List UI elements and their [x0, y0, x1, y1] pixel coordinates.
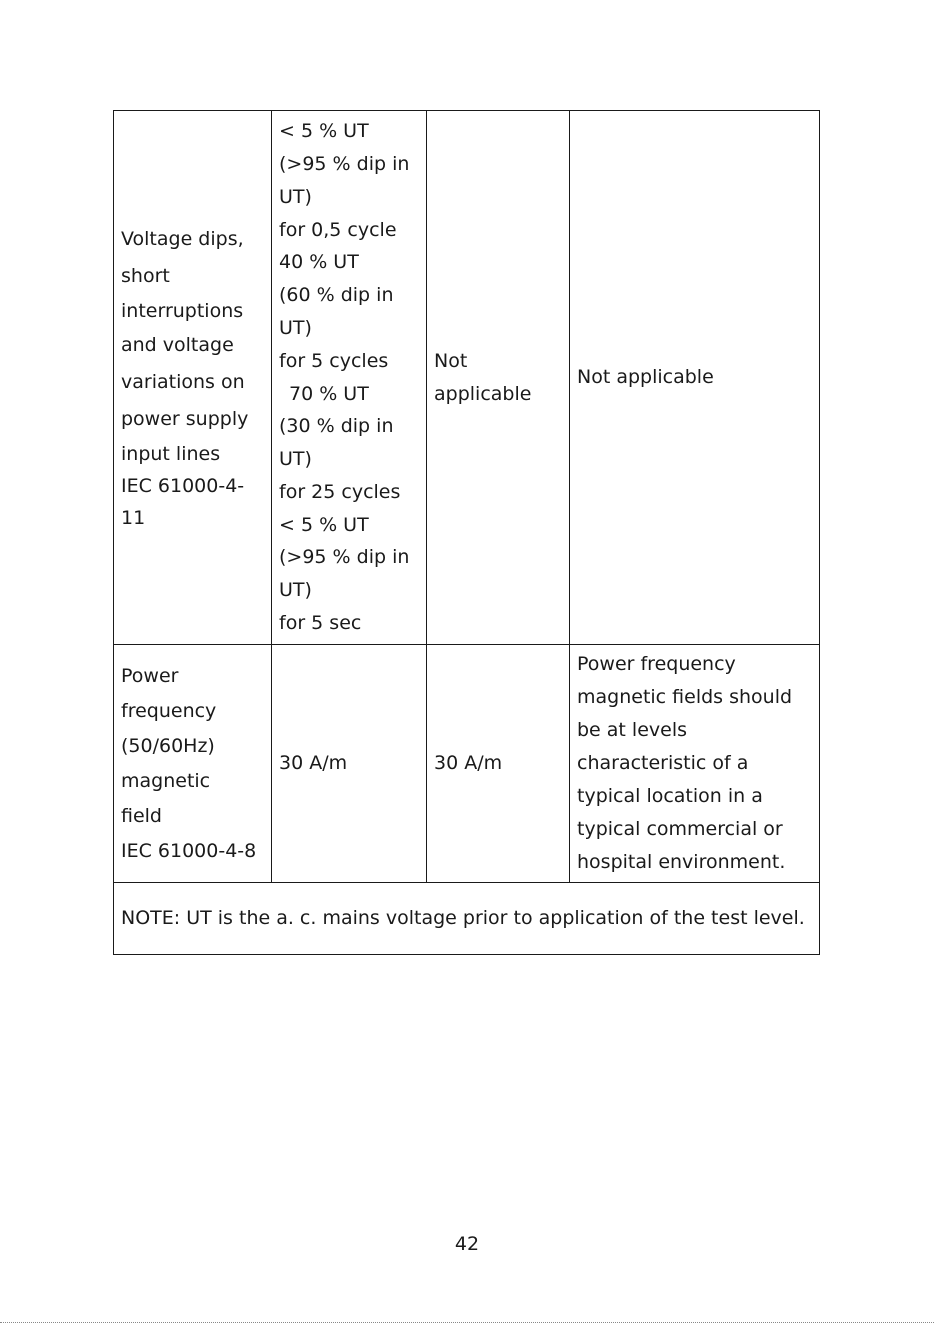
phenomenon-line: 11 — [121, 507, 146, 529]
test-level-line: 40 % UT — [279, 251, 359, 274]
phenomenon-line: Power — [121, 664, 179, 687]
table-row — [114, 111, 820, 645]
compliance-level-cell — [427, 111, 570, 645]
test-level-line: 70 % UT — [289, 382, 369, 405]
test-level-line: UT) — [279, 448, 312, 471]
phenomenon-line: (50/60Hz) — [121, 734, 215, 757]
phenomenon-line: short — [121, 265, 170, 287]
footer-divider — [0, 1322, 934, 1323]
table-row — [114, 645, 820, 883]
compliance-level-cell — [427, 645, 570, 883]
phenomenon-cell — [114, 111, 272, 645]
guidance-line: typical commercial or — [577, 818, 783, 840]
guidance-line: hospital environment. — [577, 851, 786, 873]
test-level-line: UT) — [279, 185, 312, 208]
guidance-line: magnetic fields should — [577, 686, 793, 708]
test-level-line: UT) — [279, 579, 312, 602]
test-level-line: < 5 % UT — [279, 513, 369, 536]
test-level-line: for 0,5 cycle — [279, 218, 397, 241]
phenomenon-line: magnetic — [121, 769, 211, 792]
emc-immunity-table — [113, 110, 820, 955]
test-level-cell — [272, 111, 427, 645]
test-level-line: for 25 cycles — [279, 480, 401, 503]
test-level-line: (30 % dip in — [279, 415, 394, 438]
phenomenon-line: and voltage — [121, 334, 234, 356]
phenomenon-line: Voltage dips, — [121, 228, 244, 250]
test-level-line: 30 A/m — [279, 752, 348, 774]
phenomenon-line: variations on — [121, 371, 245, 393]
compliance-line: applicable — [434, 382, 532, 405]
guidance-line: Power frequency — [577, 653, 736, 675]
phenomenon-line: IEC 61000-4-8 — [121, 839, 257, 862]
page-number: 42 — [454, 1233, 480, 1255]
test-level-line: (>95 % dip in — [279, 152, 410, 175]
test-level-line: < 5 % UT — [279, 120, 369, 143]
guidance-line: typical location in a — [577, 785, 763, 807]
phenomenon-line: power supply — [121, 408, 249, 430]
compliance-line: 30 A/m — [434, 752, 503, 774]
table-row — [114, 883, 820, 955]
phenomenon-line: input lines — [121, 443, 221, 465]
phenomenon-line: field — [121, 804, 162, 827]
table-note: NOTE: UT is the a. c. mains voltage prior to application of the test level. — [114, 883, 820, 955]
guidance-line: Not applicable — [577, 366, 714, 388]
test-level-line: UT) — [279, 316, 312, 339]
compliance-line: Not — [434, 349, 468, 372]
phenomenon-line: frequency — [121, 699, 217, 722]
test-level-line: (>95 % dip in — [279, 546, 410, 569]
guidance-cell — [570, 645, 820, 883]
test-level-line: (60 % dip in — [279, 284, 394, 307]
guidance-cell — [570, 111, 820, 645]
phenomenon-line: interruptions — [121, 300, 244, 322]
phenomenon-cell — [114, 645, 272, 883]
guidance-line: characteristic of a — [577, 752, 749, 774]
test-level-cell — [272, 645, 427, 883]
phenomenon-line: IEC 61000-4- — [121, 475, 245, 497]
test-level-line: for 5 sec — [279, 612, 362, 635]
test-level-line: for 5 cycles — [279, 349, 389, 372]
guidance-line: be at levels — [577, 719, 688, 741]
